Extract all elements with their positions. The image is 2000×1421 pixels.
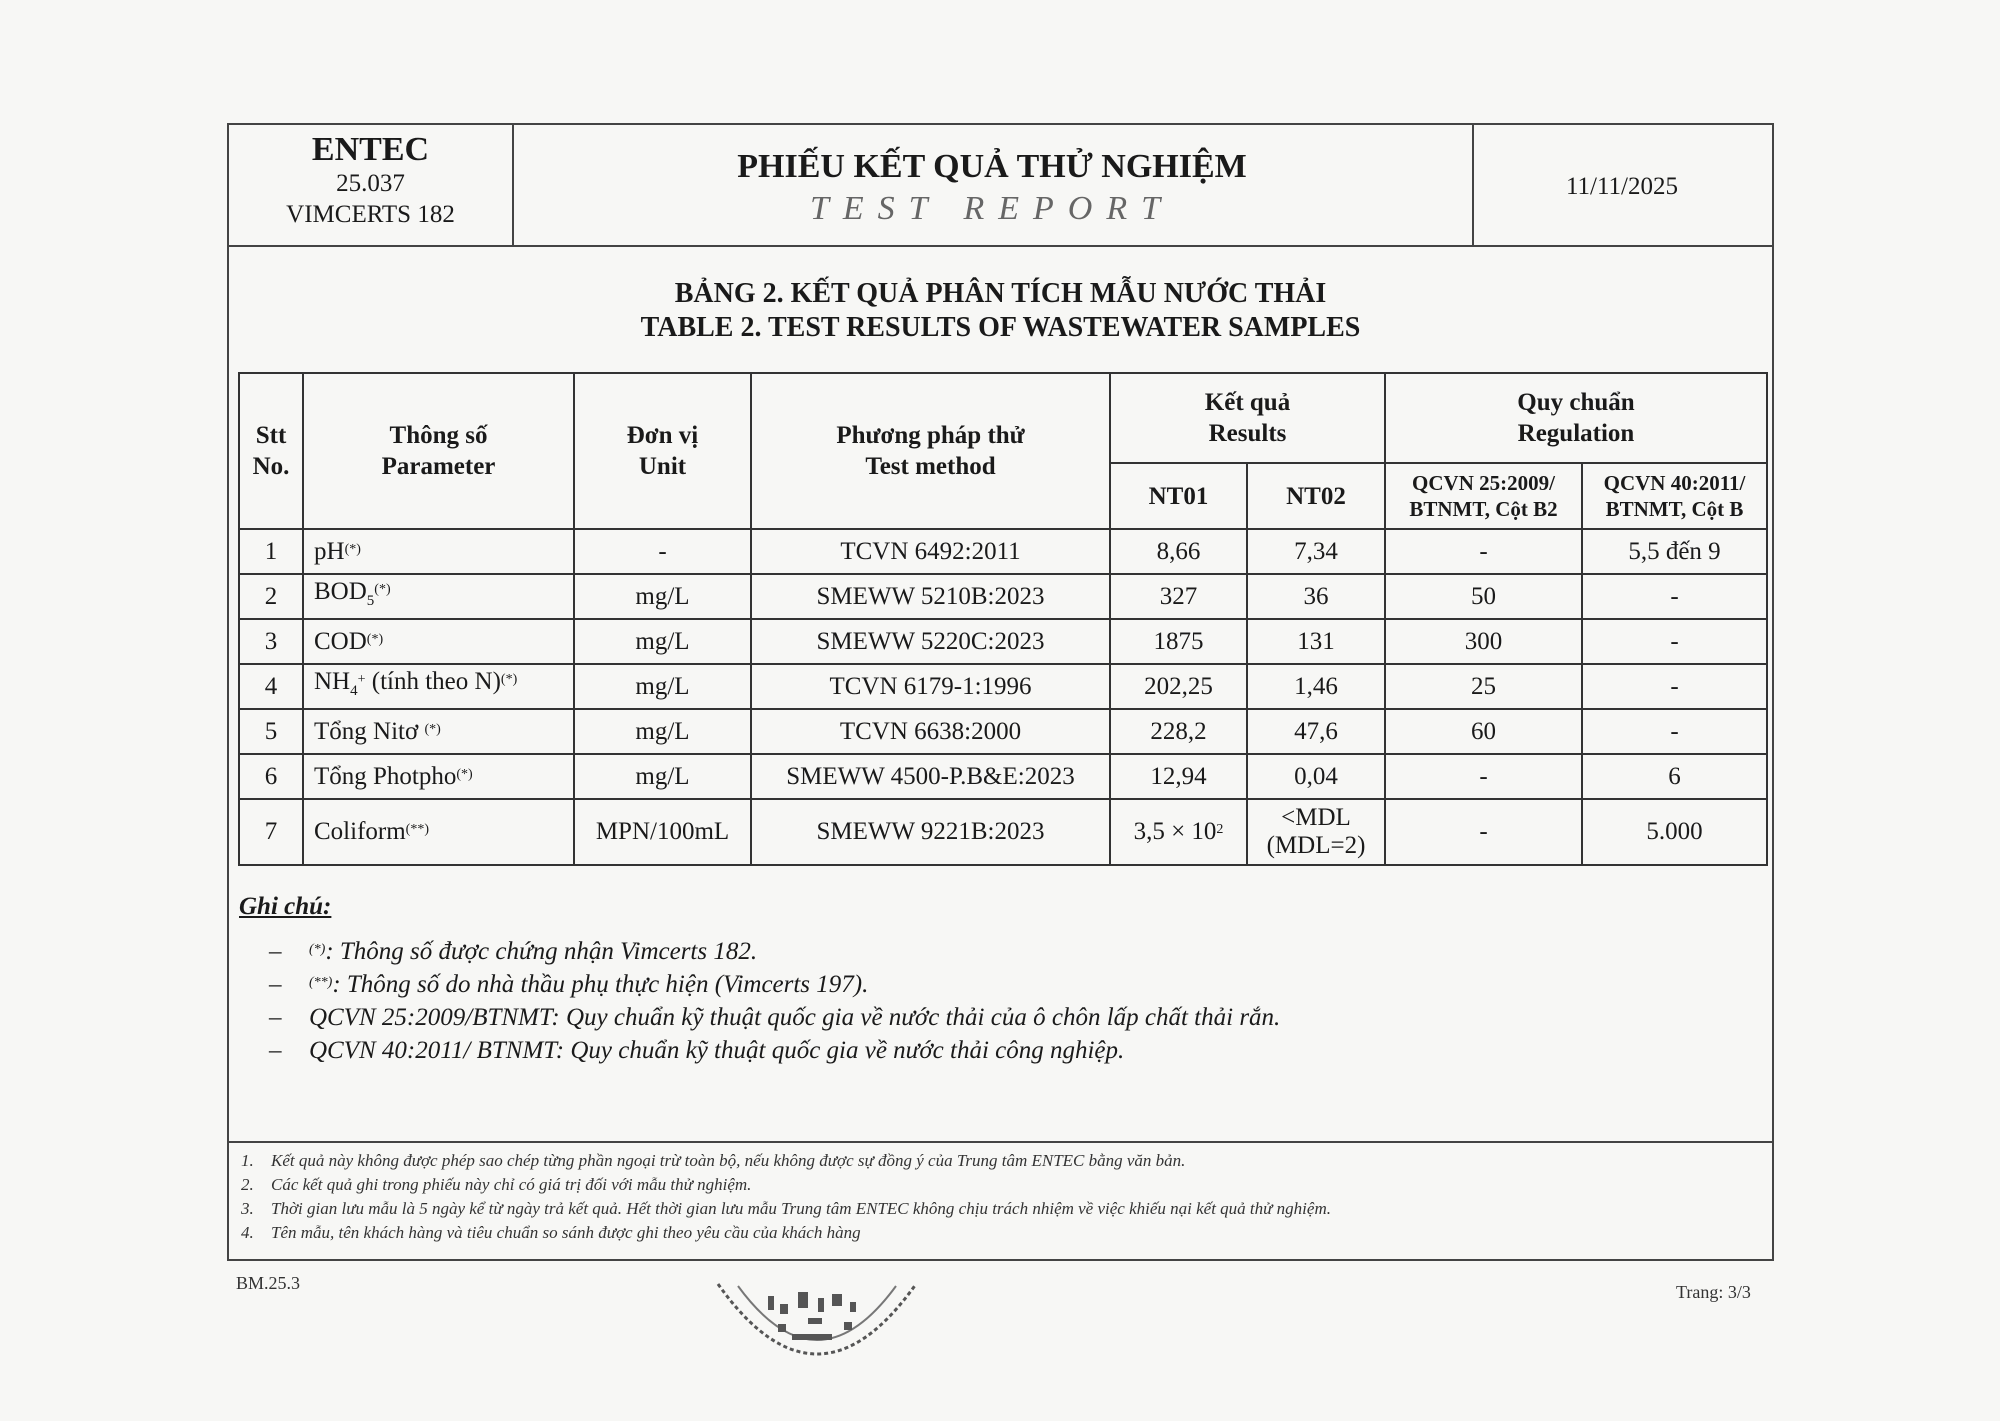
- date-block: [1472, 125, 1772, 245]
- row-nt02: 0,04: [1247, 754, 1385, 799]
- note-dash: –: [269, 971, 282, 998]
- row-nt02: 7,34: [1247, 529, 1385, 574]
- org-block: [229, 125, 514, 245]
- row-param: Tổng Nitơ (*): [303, 709, 574, 754]
- org-name: ENTEC: [311, 131, 430, 168]
- report-header: [229, 125, 1772, 247]
- row-no: 2: [239, 574, 303, 619]
- report-title-en: TEST REPORT: [809, 190, 1174, 227]
- row-qcvn25: 300: [1385, 619, 1582, 664]
- note-text: (**): Thông số do nhà thầu phụ thực hiện (Vimcerts 197).: [309, 971, 869, 998]
- col-stt: Stt No.: [239, 373, 303, 529]
- row-nt02: 36: [1247, 574, 1385, 619]
- row-param: $NH_4^+$ (tính theo N)(*): [303, 664, 574, 709]
- results-table: [238, 372, 1768, 866]
- report-title-vi: PHIẾU KẾT QUẢ THỬ NGHIỆM: [737, 148, 1247, 185]
- table-row: [239, 754, 1767, 799]
- col-parameter: Thông số Parameter: [303, 373, 574, 529]
- row-param: Coliform(**): [303, 799, 574, 865]
- report-date: 11/11/2025: [1565, 173, 1679, 200]
- row-qcvn40: -: [1582, 709, 1767, 754]
- note-dash: –: [269, 1037, 282, 1064]
- row-nt01: 228,2: [1110, 709, 1247, 754]
- row-nt01: 202,25: [1110, 664, 1247, 709]
- row-nt01: 8,66: [1110, 529, 1247, 574]
- row-param: pH(*): [303, 529, 574, 574]
- row-method: SMEWW 4500-P.B&E:2023: [751, 754, 1110, 799]
- row-unit: mg/L: [574, 619, 751, 664]
- table-title-en: TABLE 2. TEST RESULTS OF WASTEWATER SAMPLES: [640, 312, 1361, 343]
- row-nt02: 47,6: [1247, 709, 1385, 754]
- row-no: 6: [239, 754, 303, 799]
- row-method: TCVN 6492:2011: [751, 529, 1110, 574]
- row-qcvn25: -: [1385, 754, 1582, 799]
- row-unit: mg/L: [574, 664, 751, 709]
- row-method: SMEWW 5220C:2023: [751, 619, 1110, 664]
- row-qcvn40: 5,5 đến 9: [1582, 529, 1767, 574]
- note-text: (*): Thông số được chứng nhận Vimcerts 182.: [309, 938, 758, 965]
- footer-note: 1. Kết quả này không được phép sao chép từng phần ngoại trừ toàn bộ, nếu không được sự đồng ý của Trung tâm ENTEC bằng văn bản.: [241, 1151, 1186, 1170]
- footer-note: 3. Thời gian lưu mẫu là 5 ngày kể từ ngày trả kết quả. Hết thời gian lưu mẫu Trung tâm ENTEC không chịu trách nhiệm về việc khiếu nại kết quả thử nghiệm.: [241, 1199, 1331, 1218]
- row-param: Tổng Photpho(*): [303, 754, 574, 799]
- row-unit: mg/L: [574, 709, 751, 754]
- table-title-vi: BẢNG 2. KẾT QUẢ PHÂN TÍCH MẪU NƯỚC THẢI: [674, 278, 1327, 309]
- col-qcvn25: QCVN 25:2009/ BTNMT, Cột B2: [1385, 463, 1582, 529]
- row-qcvn25: 25: [1385, 664, 1582, 709]
- row-qcvn25: 50: [1385, 574, 1582, 619]
- footer-notes: [229, 1141, 1772, 1245]
- col-nt01: NT01: [1110, 463, 1247, 529]
- row-unit: -: [574, 529, 751, 574]
- row-nt02: <MDL (MDL=2): [1247, 799, 1385, 865]
- note-dash: –: [269, 1004, 282, 1031]
- row-nt02: 1,46: [1247, 664, 1385, 709]
- row-no: 1: [239, 529, 303, 574]
- row-unit: mg/L: [574, 754, 751, 799]
- note-dash: –: [269, 938, 282, 965]
- row-qcvn40: 6: [1582, 754, 1767, 799]
- note-text: QCVN 40:2011/ BTNMT: Quy chuẩn kỹ thuật quốc gia về nước thải công nghiệp.: [309, 1037, 1125, 1064]
- row-method: SMEWW 5210B:2023: [751, 574, 1110, 619]
- table-row: [239, 619, 1767, 664]
- col-regulation: Quy chuẩn Regulation: [1385, 373, 1767, 463]
- note-item: [239, 968, 1739, 1001]
- col-unit: Đơn vị Unit: [574, 373, 751, 529]
- col-nt02: NT02: [1247, 463, 1385, 529]
- col-qcvn40: QCVN 40:2011/ BTNMT, Cột B: [1582, 463, 1767, 529]
- footer-note: 4. Tên mẫu, tên khách hàng và tiêu chuẩn so sánh được ghi theo yêu cầu của khách hàng: [241, 1223, 861, 1242]
- report-frame: [227, 123, 1774, 1261]
- row-method: TCVN 6179-1:1996: [751, 664, 1110, 709]
- row-nt02: 131: [1247, 619, 1385, 664]
- footer-note: 2. Các kết quả ghi trong phiếu này chỉ có giá trị đối với mẫu thử nghiệm.: [241, 1175, 752, 1194]
- table-row: [239, 529, 1767, 574]
- form-code: BM.25.3: [236, 1273, 301, 1293]
- row-param: COD(*): [303, 619, 574, 664]
- row-no: 3: [239, 619, 303, 664]
- row-no: 4: [239, 664, 303, 709]
- note-item: [239, 935, 1739, 968]
- row-no: 5: [239, 709, 303, 754]
- row-qcvn40: -: [1582, 619, 1767, 664]
- notes-title: Ghi chú:: [239, 893, 332, 920]
- row-qcvn25: 60: [1385, 709, 1582, 754]
- row-method: TCVN 6638:2000: [751, 709, 1110, 754]
- note-item: [239, 1034, 1739, 1067]
- page-number: Trang: 3/3: [1676, 1282, 1751, 1302]
- row-unit: mg/L: [574, 574, 751, 619]
- notes-section: [239, 893, 1739, 1067]
- row-nt01: 1875: [1110, 619, 1247, 664]
- table-row: [239, 709, 1767, 754]
- row-method: SMEWW 9221B:2023: [751, 799, 1110, 865]
- col-method: Phương pháp thử Test method: [751, 373, 1110, 529]
- org-code: 25.037: [336, 170, 405, 197]
- title-block: [512, 125, 1474, 245]
- row-qcvn25: -: [1385, 529, 1582, 574]
- note-item: [239, 1001, 1739, 1034]
- row-unit: MPN/100mL: [574, 799, 751, 865]
- table-row: [239, 574, 1767, 619]
- col-results: Kết quả Results: [1110, 373, 1385, 463]
- note-text: QCVN 25:2009/BTNMT: Quy chuẩn kỹ thuật quốc gia về nước thải của ô chôn lấp chất thải rắn.: [309, 1004, 1281, 1031]
- row-qcvn25: -: [1385, 799, 1582, 865]
- table-row: [239, 799, 1767, 865]
- table-title: [229, 277, 1772, 345]
- row-nt01: 12,94: [1110, 754, 1247, 799]
- org-cert: VIMCERTS 182: [286, 201, 455, 228]
- row-qcvn40: -: [1582, 664, 1767, 709]
- row-qcvn40: -: [1582, 574, 1767, 619]
- table-row: [239, 664, 1767, 709]
- row-nt01: 327: [1110, 574, 1247, 619]
- row-nt01: $3,5 \times 10^2$: [1110, 799, 1247, 865]
- row-no: 7: [239, 799, 303, 865]
- seal-icon: [708, 1274, 926, 1390]
- row-qcvn40: 5.000: [1582, 799, 1767, 865]
- row-param: $BOD_5^{(*)}$: [303, 574, 574, 619]
